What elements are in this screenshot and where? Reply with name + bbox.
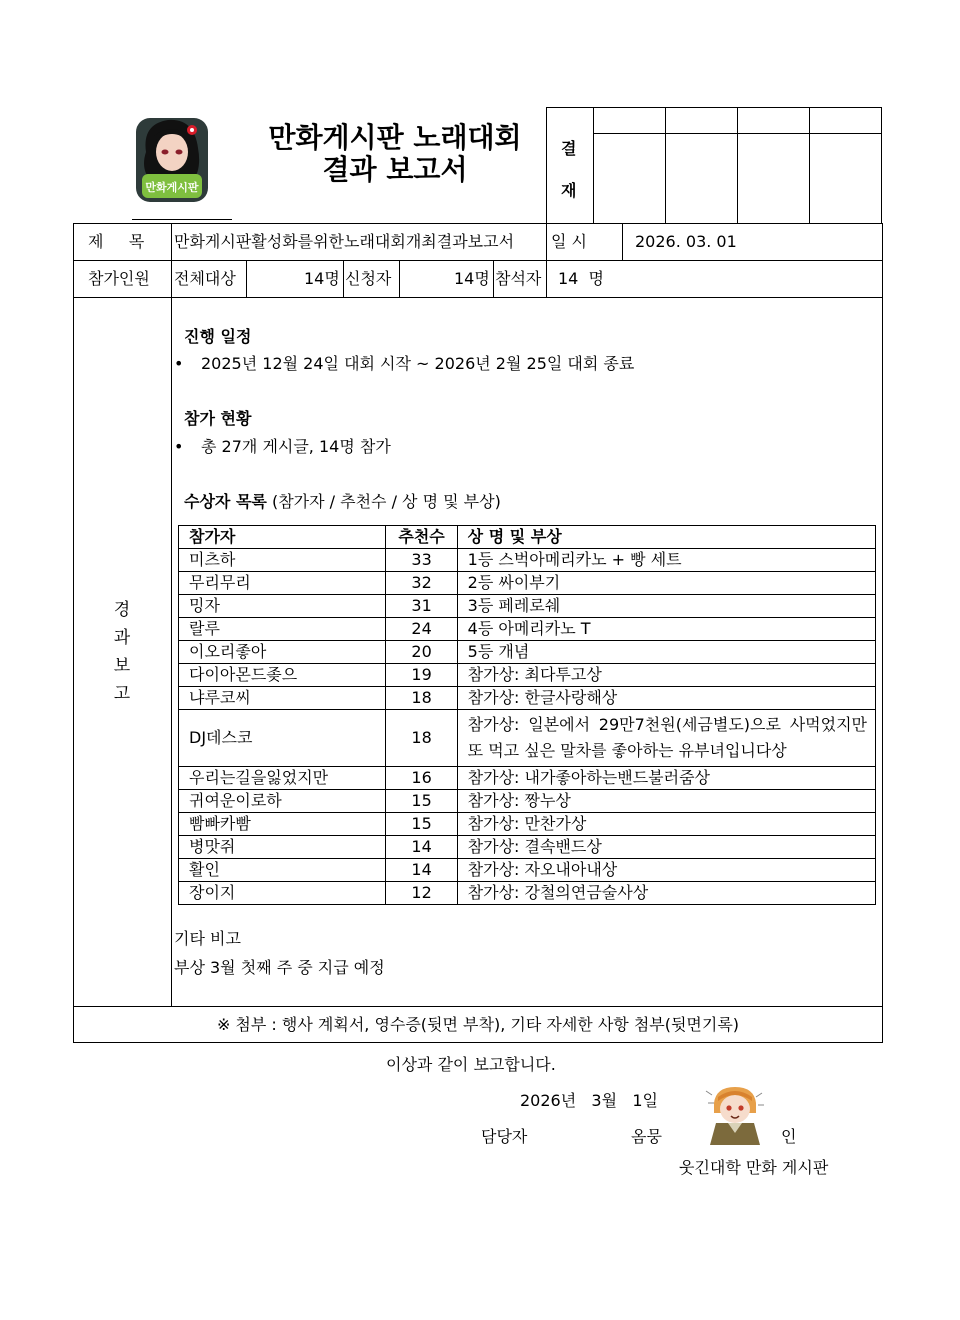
schedule-item: 2025년 12월 24일 대회 시작 ~ 2026년 2월 25일 대회 종료 — [201, 354, 635, 373]
votes-cell: 32 — [386, 572, 457, 595]
header-participant: 참가자 — [179, 526, 386, 549]
approval-signature-cell[interactable] — [737, 108, 809, 224]
approval-label-cell — [546, 108, 593, 224]
participant-name-cell: 다이아몬드좆으 — [179, 664, 386, 687]
votes-cell: 16 — [386, 767, 457, 790]
total-value: 14명 — [304, 269, 340, 288]
table-row — [179, 710, 876, 767]
status-item: 총 27개 게시글, 14명 참가 — [201, 437, 391, 456]
date-label: 일 시 — [551, 232, 587, 251]
prize-cell: 참가상: 결속밴드상 — [457, 836, 875, 859]
prize-cell: 참가상: 자오내아내상 — [457, 859, 875, 882]
seal-mark: 인 — [781, 1127, 797, 1146]
table-row — [179, 618, 876, 641]
subject-label: 제 목 — [88, 232, 145, 251]
participant-name-cell: 무리무리 — [179, 572, 386, 595]
prize-cell: 1등 스벅아메리카노 + 빵 세트 — [457, 549, 875, 572]
notes-heading: 기타 비고 — [174, 929, 241, 948]
organization-name: 웃긴대학 만화 게시판 — [679, 1158, 829, 1177]
report-date: 2026년 3월 1일 — [520, 1091, 658, 1110]
votes-cell: 15 — [386, 813, 457, 836]
votes-cell: 20 — [386, 641, 457, 664]
approval-signature-cell[interactable] — [809, 108, 881, 224]
votes-cell: 19 — [386, 664, 457, 687]
column-divider — [399, 260, 400, 297]
participant-name-cell: 미츠하 — [179, 549, 386, 572]
participant-name-cell: 활인 — [179, 859, 386, 882]
prize-cell: 3등 페레로쉐 — [457, 595, 875, 618]
table-row — [179, 664, 876, 687]
approval-label-2: 재 — [561, 181, 577, 200]
approval-box — [546, 107, 882, 223]
report-side-label-3: 보 — [113, 656, 131, 676]
row-divider — [73, 1006, 883, 1007]
participants-label: 참가인원 — [88, 269, 150, 288]
table-row — [179, 813, 876, 836]
participant-name-cell: 빰빠카빰 — [179, 813, 386, 836]
participant-name-cell: DJ데스코 — [179, 710, 386, 767]
votes-cell: 18 — [386, 687, 457, 710]
table-header-row — [179, 526, 876, 549]
report-side-label-1: 경 — [113, 600, 131, 620]
bullet-icon: • — [174, 354, 184, 373]
prize-cell: 참가상: 내가좋아하는밴드불러줌상 — [457, 767, 875, 790]
prize-cell: 참가상: 최다투고상 — [457, 664, 875, 687]
participant-name-cell: 밍자 — [179, 595, 386, 618]
row-divider — [73, 260, 883, 261]
prize-cell: 4등 아메리카노 T — [457, 618, 875, 641]
votes-cell: 31 — [386, 595, 457, 618]
winners-heading: 수상자 목록 — [184, 492, 267, 511]
approval-label-1: 결 — [561, 139, 577, 158]
schedule-heading: 진행 일정 — [184, 327, 252, 346]
bullet-icon: • — [174, 437, 184, 456]
signature-stamp-image — [702, 1083, 768, 1145]
winners-table-body — [179, 549, 876, 905]
participant-name-cell: 장이지 — [179, 882, 386, 905]
column-divider — [622, 223, 623, 260]
prize-cell: 참가상: 한글사랑해상 — [457, 687, 875, 710]
votes-cell: 33 — [386, 549, 457, 572]
winners-heading-line — [184, 492, 501, 512]
attendees-label: 참석자 — [495, 269, 542, 288]
total-label: 전체대상 — [174, 269, 236, 288]
prize-cell: 참가상: 짱누상 — [457, 790, 875, 813]
report-side-label-2: 과 — [113, 628, 131, 648]
participant-name-cell: 냐루코씨 — [179, 687, 386, 710]
subject-value: 만화게시판활성화를위한노래대회개최결과보고서 — [174, 232, 515, 251]
report-side-label-4: 고 — [113, 684, 131, 704]
participant-name-cell: 귀여운이로하 — [179, 790, 386, 813]
table-row — [179, 595, 876, 618]
page-title — [240, 122, 550, 186]
attachment-note: ※ 첨부 : 행사 계획서, 영수증(뒷면 부착), 기타 자세한 사항 첨부(뒷면기록) — [216, 1015, 740, 1034]
participant-name-cell: 이오리좋아 — [179, 641, 386, 664]
participant-name-cell: 랄루 — [179, 618, 386, 641]
column-divider — [546, 260, 547, 297]
comic-board-logo — [132, 112, 212, 204]
header-votes: 추천수 — [386, 526, 457, 549]
logo-text: 만화게시판 — [145, 181, 199, 194]
approval-signature-cell[interactable] — [665, 108, 738, 224]
votes-cell: 14 — [386, 836, 457, 859]
prize-cell: 참가상: 일본에서 29만7천원(세금별도)으로 사먹었지만 또 먹고 싶은 말차를 좋아하는 유부녀입니다상 — [457, 710, 875, 767]
prize-cell: 2등 싸이부기 — [457, 572, 875, 595]
status-heading: 참가 현황 — [184, 409, 252, 428]
approval-divider — [593, 133, 882, 134]
manager-name: 옴뭉 — [631, 1127, 662, 1146]
winners-table — [178, 525, 876, 905]
winners-subtitle: (참가자 / 추천수 / 상 명 및 부상) — [271, 492, 501, 511]
votes-cell: 14 — [386, 859, 457, 882]
table-row — [179, 572, 876, 595]
prize-cell: 참가상: 만찬가상 — [457, 813, 875, 836]
column-divider — [171, 223, 172, 1006]
table-row — [179, 549, 876, 572]
participant-name-cell: 우리는길을잃었지만 — [179, 767, 386, 790]
column-divider — [493, 260, 494, 297]
header-prize: 상 명 및 부상 — [457, 526, 875, 549]
table-row — [179, 859, 876, 882]
row-divider — [73, 297, 883, 298]
participant-name-cell: 병맛쥐 — [179, 836, 386, 859]
table-row — [179, 882, 876, 905]
table-row — [179, 790, 876, 813]
date-value: 2026. 03. 01 — [635, 232, 737, 251]
notes-text: 부상 3월 첫째 주 중 지급 예정 — [174, 958, 385, 977]
title-line-1: 만화게시판 노래대회 — [268, 121, 522, 154]
votes-cell: 24 — [386, 618, 457, 641]
table-row — [179, 767, 876, 790]
logo-underline — [132, 219, 232, 220]
prize-cell: 5등 개념 — [457, 641, 875, 664]
votes-cell: 12 — [386, 882, 457, 905]
table-row — [179, 687, 876, 710]
table-row — [179, 641, 876, 664]
manager-label: 담당자 — [481, 1127, 528, 1146]
applicants-value: 14명 — [454, 269, 490, 288]
table-row — [179, 836, 876, 859]
votes-cell: 18 — [386, 710, 457, 767]
column-divider — [343, 260, 344, 297]
closing-text: 이상과 같이 보고합니다. — [386, 1055, 556, 1074]
column-divider — [246, 260, 247, 297]
title-line-2: 결과 보고서 — [322, 153, 468, 186]
approval-signature-cell[interactable] — [593, 108, 666, 224]
applicants-label: 신청자 — [345, 269, 392, 288]
attendees-value: 14 명 — [558, 269, 604, 288]
prize-cell: 참가상: 강철의연금술사상 — [457, 882, 875, 905]
column-divider — [546, 223, 547, 260]
votes-cell: 15 — [386, 790, 457, 813]
